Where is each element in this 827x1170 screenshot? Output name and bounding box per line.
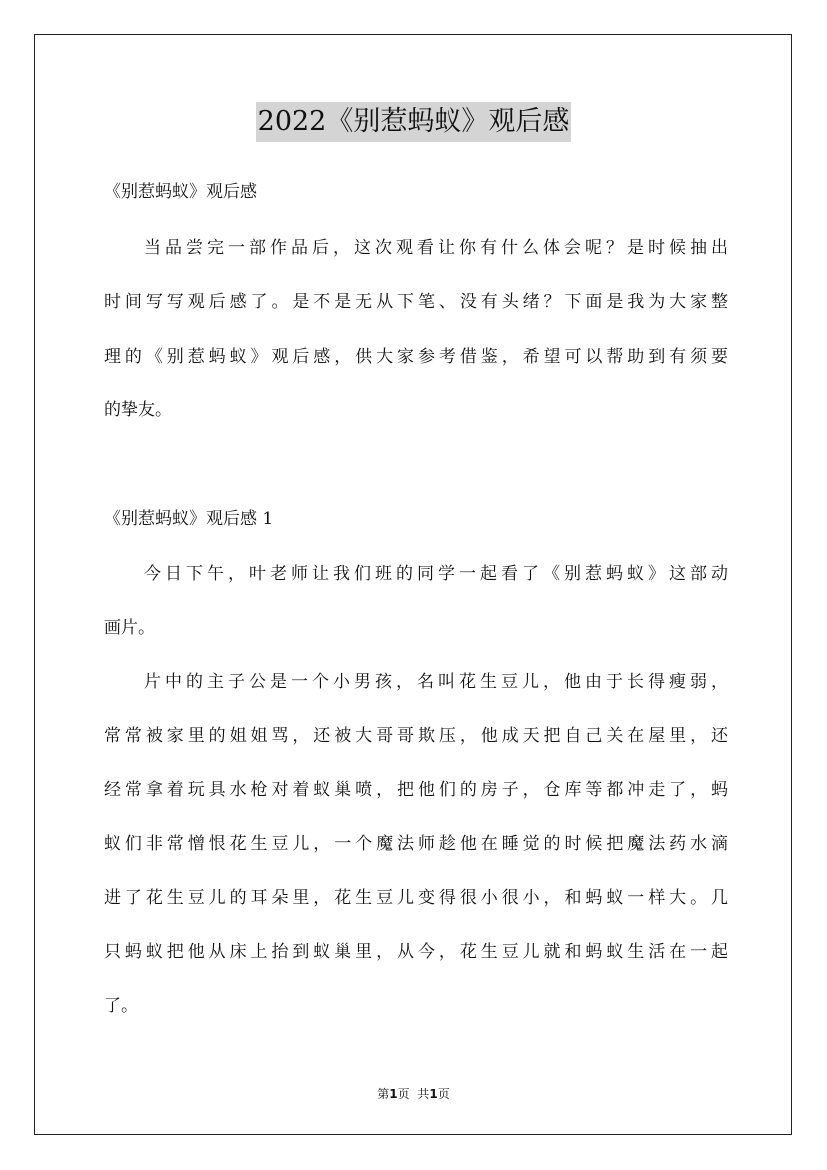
intro-line-3: 理的《别惹蚂蚁》观后感，供大家参考借鉴，希望可以帮助到有须要 xyxy=(104,347,728,367)
section-p2-line-7: 了。 xyxy=(104,996,138,1016)
section-p2-line-5: 进了花生豆儿的耳朵里，花生豆儿变得很小很小，和蚂蚁一样大。几 xyxy=(104,888,728,908)
footer-total-unit: 页 xyxy=(437,1087,450,1101)
intro-line-4: 的挚友。 xyxy=(104,400,172,420)
intro-line-1: 当品尝完一部作品后，这次观看让你有什么体会呢？是时候抽出 xyxy=(144,238,728,258)
page-footer xyxy=(0,1086,827,1102)
footer-total-number: 1 xyxy=(429,1087,438,1101)
section-p2-line-6: 只蚂蚁把他从床上抬到蚁巢里，从今，花生豆儿就和蚂蚁生活在一起 xyxy=(104,942,728,962)
footer-prefix: 第 xyxy=(377,1087,390,1101)
section-heading: 《别惹蚂蚁》观后感 1 xyxy=(104,509,274,529)
footer-total-prefix: 共 xyxy=(417,1087,430,1101)
footer-page-unit: 页 xyxy=(397,1087,410,1101)
section-p2-line-2: 常常被家里的姐姐骂，还被大哥哥欺压，他成天把自己关在屋里，还 xyxy=(104,726,728,746)
section-p2-line-1: 片中的主子公是一个小男孩，名叫花生豆儿，他由于长得瘦弱， xyxy=(144,672,728,692)
section-p2-line-3: 经常拿着玩具水枪对着蚁巢喷，把他们的房子，仓库等都冲走了，蚂 xyxy=(104,780,728,800)
section-p1-line-2: 画片。 xyxy=(104,618,155,638)
document-title: 2022《别惹蚂蚁》观后感 xyxy=(256,102,572,142)
intro-line-2: 时间写写观后感了。是不是无从下笔、没有头绪？下面是我为大家整 xyxy=(104,292,728,312)
intro-heading: 《别惹蚂蚁》观后感 xyxy=(104,182,257,202)
footer-page-number: 1 xyxy=(389,1087,398,1101)
section-p2-line-4: 蚁们非常憎恨花生豆儿，一个魔法师趁他在睡觉的时候把魔法药水滴 xyxy=(104,834,728,854)
title-container xyxy=(0,102,827,142)
section-p1-line-1: 今日下午，叶老师让我们班的同学一起看了《别惹蚂蚁》这部动 xyxy=(144,564,728,584)
